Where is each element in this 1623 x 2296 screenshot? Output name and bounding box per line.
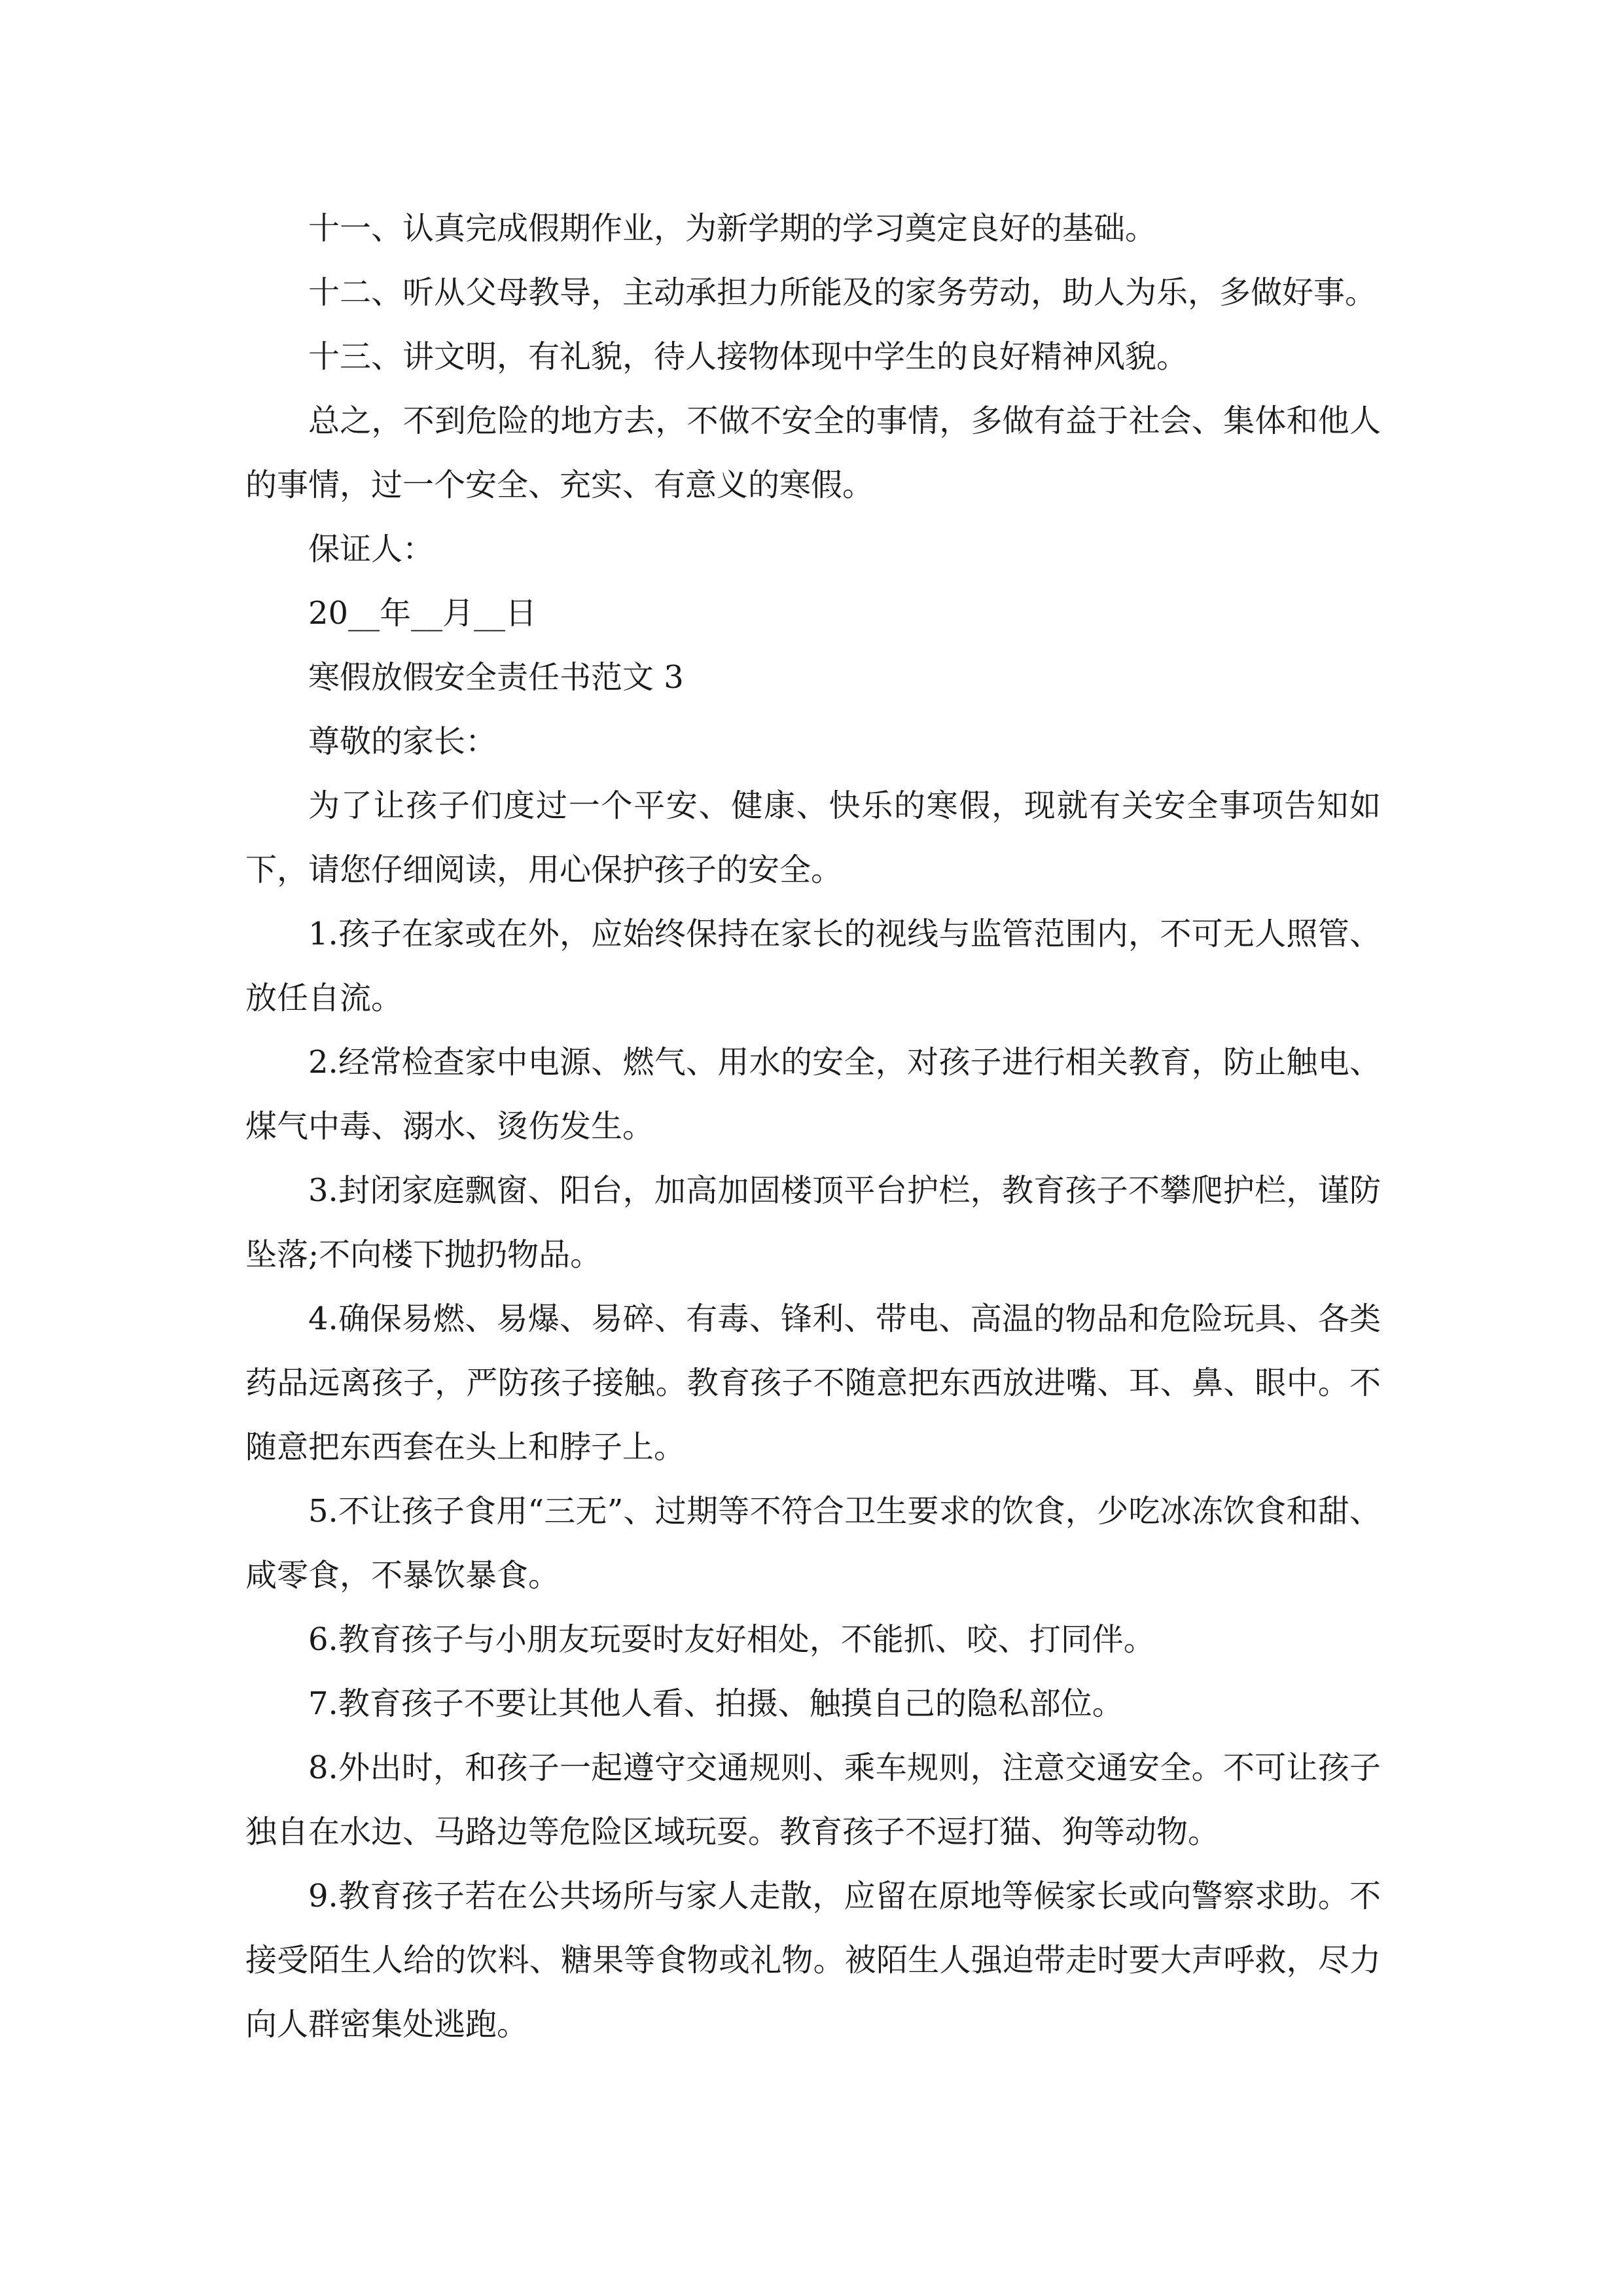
salutation: 尊敬的家长： [308,723,497,760]
rule-item-7: 7.教育孩子不要让其他人看、拍摄、触摸自己的隐私部位。 [308,1685,1124,1722]
paragraph-summary: 总之，不到危险的地方去，不做不安全的事情，多做有益于社会、集体和他人的事情，过一个安全、充实、有意义的寒假。 [245,403,1381,503]
rule-item-3: 3.封闭家庭飘窗、阳台，加高加固楼顶平台护栏，教育孩子不攀爬护栏，谨防坠落;不向楼下抛扔物品。 [245,1172,1381,1273]
rule-item-5: 5.不让孩子食用“三无”、过期等不符合卫生要求的饮食，少吃冰冻饮食和甜、咸零食，不暴饮暴食。 [245,1493,1381,1594]
rule-item-8: 8.外出时，和孩子一起遵守交通规则、乘车规则，注意交通安全。不可让孩子独自在水边、马路边等危险区域玩耍。教育孩子不逗打猫、狗等动物。 [245,1749,1381,1850]
document-page [245,196,1381,2056]
rule-item-6: 6.教育孩子与小朋友玩耍时友好相处，不能抓、咬、打同伴。 [308,1621,1155,1658]
intro-paragraph: 为了让孩子们度过一个平安、健康、快乐的寒假，现就有关安全事项告知如下，请您仔细阅读，用心保护孩子的安全。 [245,787,1381,888]
rule-item-2: 2.经常检查家中电源、燃气、用水的安全，对孩子进行相关教育，防止触电、煤气中毒、溺水、烫伤发生。 [245,1044,1381,1145]
section-title: 寒假放假安全责任书范文 3 [308,659,684,696]
date-line: 20__年__月__日 [308,595,537,632]
rule-item-9: 9.教育孩子若在公共场所与家人走散，应留在原地等候家长或向警察求助。不接受陌生人给的饮料、糖果等食物或礼物。被陌生人强迫带走时要大声呼救，尽力向人群密集处逃跑。 [245,1878,1381,2043]
paragraph-item-11: 十一、认真完成假期作业，为新学期的学习奠定良好的基础。 [308,210,1157,247]
rule-item-4: 4.确保易燃、易爆、易碎、有毒、锋利、带电、高温的物品和危险玩具、各类药品远离孩子，严防孩子接触。教育孩子不随意把东西放进嘴、耳、鼻、眼中。不随意把东西套在头上和脖子上。 [245,1300,1381,1465]
paragraph-item-12: 十二、听从父母教导，主动承担力所能及的家务劳动，助人为乐，多做好事。 [308,274,1377,311]
rule-item-1: 1.孩子在家或在外，应始终保持在家长的视线与监管范围内，不可无人照管、放任自流。 [245,916,1381,1016]
paragraph-item-13: 十三、讲文明，有礼貌，待人接物体现中学生的良好精神风貌。 [308,338,1188,375]
guarantor-label: 保证人： [308,531,435,567]
